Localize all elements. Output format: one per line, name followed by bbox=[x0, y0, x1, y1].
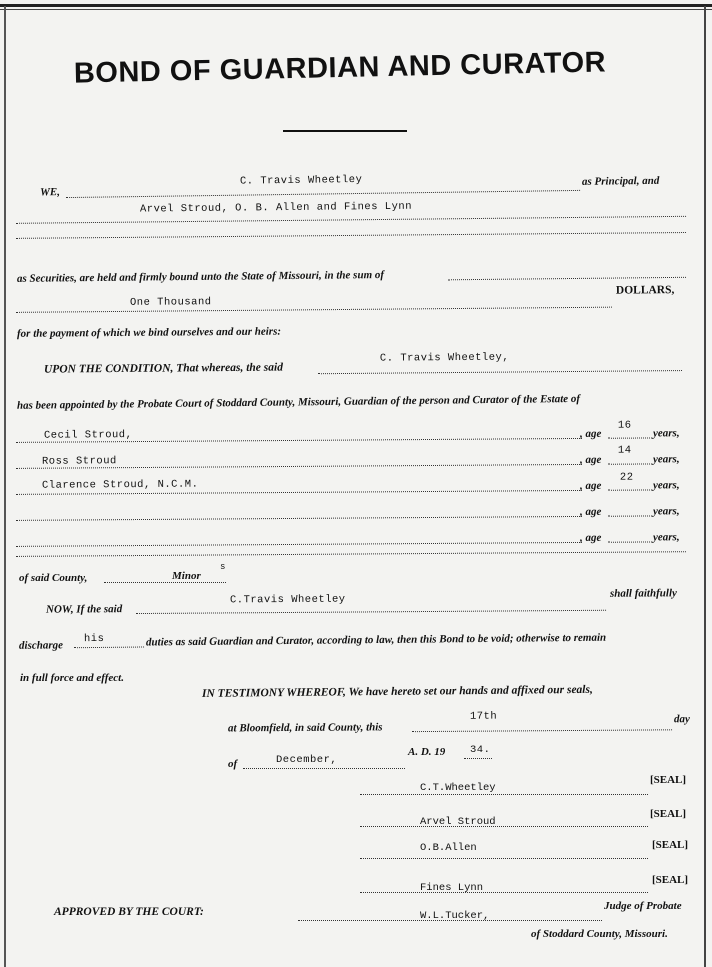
appointed-text: has been appointed by the Probate Court of Stoddard County, Missouri, Guardian of the person and Curator of the Estate of bbox=[16, 392, 581, 412]
signature-row bbox=[0, 840, 712, 860]
principal-line bbox=[66, 190, 580, 198]
his-value: his bbox=[83, 632, 105, 646]
seal-label: [SEAL] bbox=[650, 808, 687, 820]
signature-row bbox=[0, 808, 712, 828]
signature-name: C.T.Wheetley bbox=[420, 782, 496, 794]
we-label: WE, bbox=[39, 186, 61, 199]
ward-row bbox=[0, 503, 712, 528]
now-row bbox=[0, 587, 712, 616]
blank-row-1 bbox=[0, 226, 712, 252]
condition-line bbox=[318, 370, 682, 374]
signature-line bbox=[360, 826, 648, 827]
ward-row bbox=[0, 471, 712, 502]
duties-text: duties as said Guardian and Curator, according to law, then this Bond to be void; otherwise to remain bbox=[145, 631, 607, 649]
securities-text: as Securities, are held and firmly bound unto the State of Missouri, in the sum of bbox=[16, 268, 385, 285]
dollars-label: DOLLARS, bbox=[615, 284, 675, 297]
age-line bbox=[608, 489, 652, 490]
title-rule bbox=[283, 130, 407, 132]
discharge-row bbox=[0, 627, 712, 654]
age-label: , age bbox=[579, 505, 602, 518]
ward-row bbox=[0, 444, 712, 476]
top-border-thin bbox=[0, 9, 712, 10]
signature-name: Arvel Stroud bbox=[420, 816, 496, 828]
signature-line bbox=[360, 858, 648, 859]
county-row bbox=[0, 562, 712, 588]
years-label: years, bbox=[652, 479, 680, 492]
county-label: of said County, bbox=[19, 572, 88, 584]
blank-line-2 bbox=[16, 551, 686, 557]
age-label: , age bbox=[579, 531, 602, 544]
ward-line bbox=[16, 516, 582, 521]
now-line bbox=[136, 610, 606, 614]
signature-row bbox=[0, 874, 712, 894]
judge-label: Judge of Probate bbox=[604, 900, 682, 912]
minor-value: Minor bbox=[172, 570, 201, 582]
payment-text: for the payment of which we bind ourselves and our heirs: bbox=[16, 325, 282, 340]
ward-name: Clarence Stroud, N.C.M. bbox=[41, 478, 199, 492]
sum-row bbox=[0, 284, 712, 318]
ward-row bbox=[0, 419, 712, 450]
payment-row bbox=[0, 320, 712, 346]
signature-name: O.B.Allen bbox=[420, 842, 477, 854]
bloomfield-text: at Bloomfield, in said County, this bbox=[227, 721, 383, 735]
condition-name: C. Travis Wheetley, bbox=[379, 351, 510, 365]
year-value: 34. bbox=[470, 744, 491, 756]
day-label: day bbox=[673, 713, 690, 726]
seal-label: [SEAL] bbox=[652, 839, 689, 851]
his-line bbox=[74, 646, 144, 648]
years-label: years, bbox=[652, 505, 680, 518]
age-label: , age bbox=[579, 453, 602, 466]
blank-line-1 bbox=[16, 232, 686, 239]
approved-row bbox=[0, 902, 712, 922]
year-line bbox=[464, 758, 492, 759]
blank-row-2 bbox=[0, 543, 712, 568]
ward-age: 22 bbox=[619, 471, 634, 484]
ad-label: A. D. 19 bbox=[408, 746, 446, 758]
condition-row bbox=[0, 351, 712, 382]
age-label: , age bbox=[579, 427, 602, 440]
judge-name: W.L.Tucker, bbox=[420, 910, 490, 922]
day-line bbox=[412, 729, 672, 732]
bloomfield-row bbox=[0, 711, 712, 736]
principal-suffix: as Principal, and bbox=[581, 174, 660, 188]
securities-row bbox=[0, 263, 712, 290]
seal-label: [SEAL] bbox=[652, 874, 689, 886]
years-label: years, bbox=[652, 427, 680, 440]
month-line bbox=[243, 768, 405, 769]
discharge-label: discharge bbox=[18, 639, 64, 652]
signature-name: Fines Lynn bbox=[420, 882, 484, 894]
condition-text: UPON THE CONDITION, That whereas, the said bbox=[43, 361, 283, 376]
age-label: , age bbox=[579, 479, 602, 492]
minor-line bbox=[104, 582, 226, 583]
sum-line bbox=[16, 307, 612, 313]
day-value: 17th bbox=[469, 710, 498, 723]
years-label: years, bbox=[652, 531, 680, 544]
appointed-row bbox=[0, 389, 712, 418]
document-title: BOND OF GUARDIAN AND CURATOR bbox=[73, 46, 607, 90]
full-force-text: in full force and effect. bbox=[20, 672, 124, 684]
securities-names-line bbox=[16, 216, 686, 224]
ward-age: 16 bbox=[617, 419, 632, 432]
faithfully-label: shall faithfully bbox=[609, 587, 677, 600]
ward-name: Cecil Stroud, bbox=[43, 429, 133, 442]
county-court: of Stoddard County, Missouri. bbox=[531, 928, 668, 940]
signature-line bbox=[360, 892, 648, 893]
age-line bbox=[608, 463, 652, 464]
date-row bbox=[0, 744, 712, 774]
securities-names-row bbox=[0, 198, 712, 225]
month-value: December, bbox=[276, 754, 338, 766]
ward-age: 14 bbox=[617, 444, 632, 457]
signature-row bbox=[0, 776, 712, 796]
ward-name: Ross Stroud bbox=[41, 455, 117, 468]
sum-line-a bbox=[448, 277, 686, 280]
testimony-text: IN TESTIMONY WHEREOF, We have hereto set our hands and affixed our seals, bbox=[201, 683, 593, 700]
securities-names: Arvel Stroud, O. B. Allen and Fines Lynn bbox=[139, 200, 413, 216]
of-label: of bbox=[228, 758, 238, 770]
years-label: years, bbox=[652, 453, 680, 466]
sum-amount: One Thousand bbox=[129, 296, 212, 309]
principal-name: C. Travis Wheetley bbox=[239, 173, 363, 188]
age-line bbox=[608, 515, 652, 516]
now-label: NOW, If the said bbox=[45, 603, 123, 616]
now-name: C.Travis Wheetley bbox=[229, 593, 346, 607]
minor-suffix: s bbox=[220, 562, 226, 572]
signature-line bbox=[360, 794, 648, 795]
seal-label: [SEAL] bbox=[650, 774, 687, 786]
approved-label: APPROVED BY THE COURT: bbox=[54, 906, 204, 918]
principal-row bbox=[0, 168, 712, 198]
court-row bbox=[0, 926, 712, 946]
top-border bbox=[0, 4, 712, 7]
age-line bbox=[608, 437, 652, 438]
